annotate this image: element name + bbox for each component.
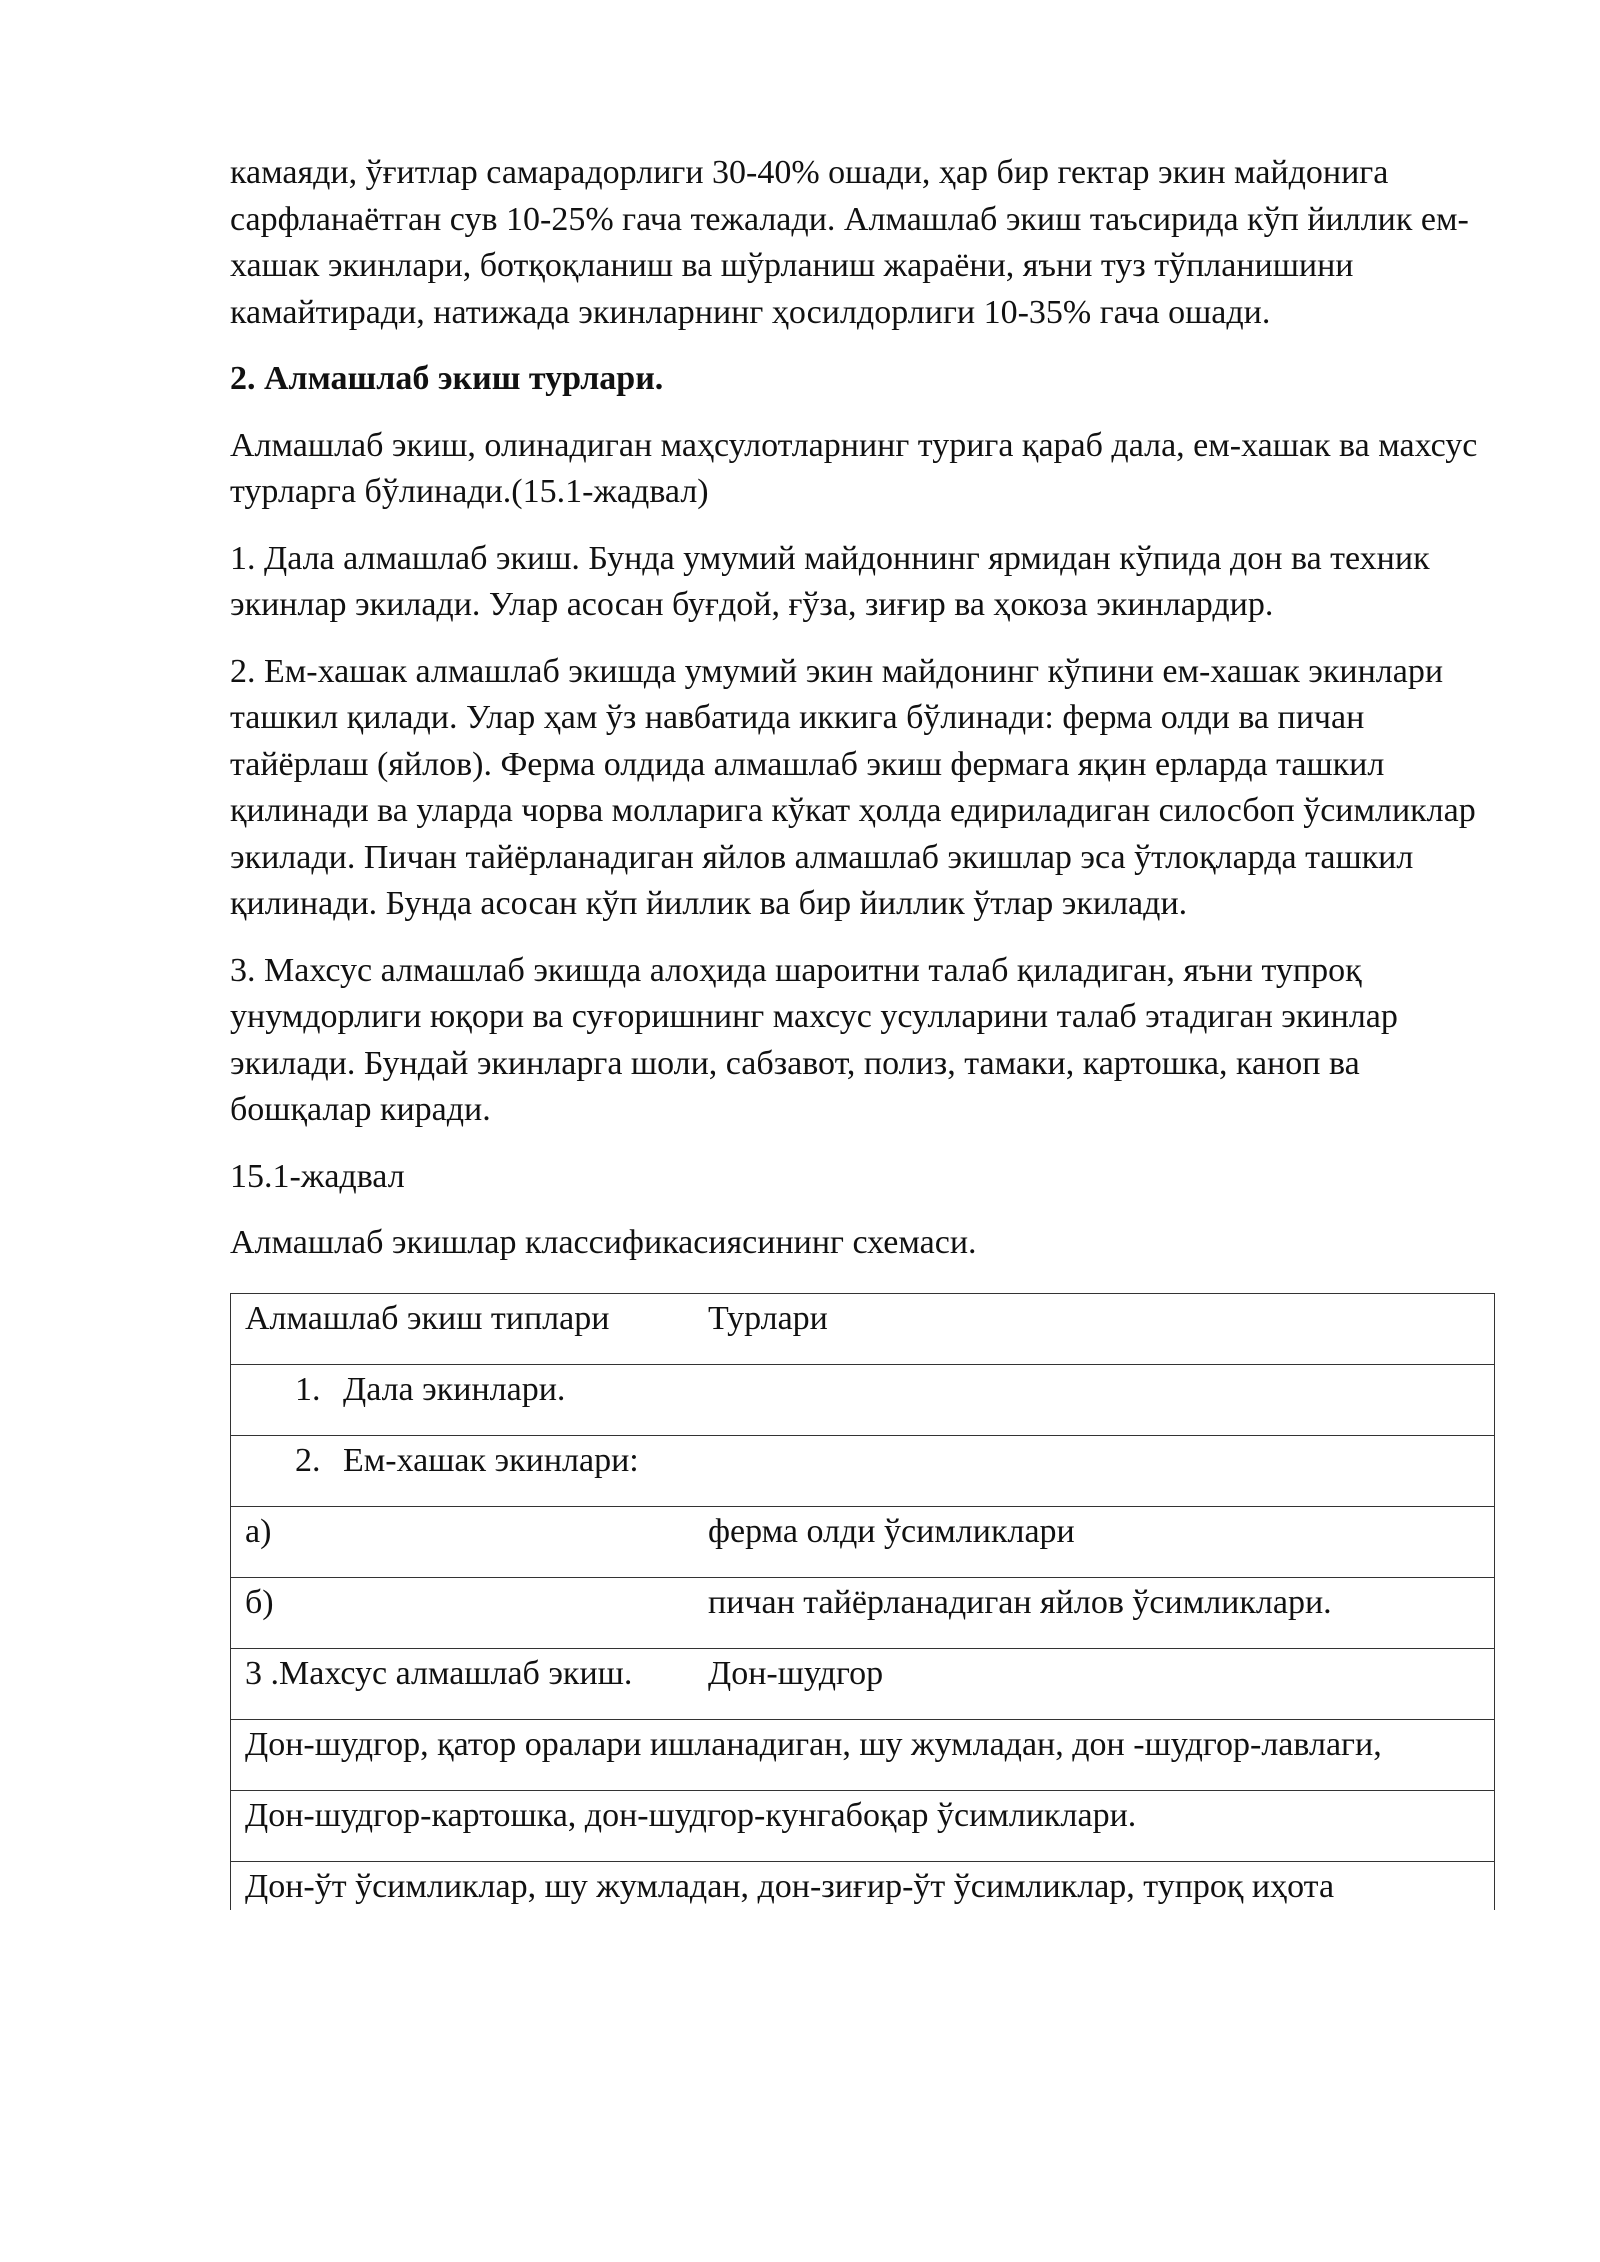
table-cell-full: Дон-ўт ўсимликлар, шу жумладан, дон-зиғир-ўт ўсимликлар, тупроқ иҳота bbox=[231, 1861, 1495, 1910]
section-heading: 2. Алмашлаб экиш турлари. bbox=[230, 360, 664, 397]
table-cell-full: Дон-шудгор, қатор оралари ишланадиган, шу жумладан, дон -шудгор-лавлаги, bbox=[231, 1719, 1495, 1790]
paragraph-forage-rotation: 2. Ем-хашак алмашлаб экишда умумий экин майдонинг кўпини ем-хашак экинлари ташкил қилади. Улар ҳам ўз навбатида иккига бўлинади: ферма олди ва пичан тайёрлаш (яйлов). Ферма олдида алмашлаб экиш фермага яқин ерларда ташкил қилинади ва уларда чорва молларига кўкат ҳолда едириладиган силосбоп ўсимликлар экилади. Пичан тайёрланадиган яйлов алмашлаб экишлар эса ўтлоқларда ташкил қилинади. Бунда асосан кўп йиллик ва бир йиллик ўтлар экилади. bbox=[230, 652, 1476, 922]
table-cell-label: а) bbox=[231, 1506, 695, 1577]
list-number: 2. bbox=[295, 1441, 321, 1479]
table-cell-label: б) bbox=[231, 1577, 695, 1648]
table-row bbox=[231, 1790, 1495, 1861]
table-row bbox=[231, 1648, 1495, 1719]
table-cell-value: пичан тайёрланадиган яйлов ўсимликлари. bbox=[694, 1577, 1495, 1648]
table-row bbox=[231, 1435, 1495, 1506]
table-row-forage-crops bbox=[231, 1435, 1495, 1506]
document-page bbox=[230, 150, 1495, 1910]
table-header-row bbox=[231, 1293, 1495, 1364]
table-row bbox=[231, 1719, 1495, 1790]
row-text: Ем-хашак экинлари: bbox=[343, 1441, 639, 1479]
table-row-field-crops bbox=[231, 1364, 1495, 1435]
table-row bbox=[231, 1364, 1495, 1435]
list-number: 1. bbox=[295, 1370, 321, 1408]
table-cell-value: ферма олди ўсимликлари bbox=[694, 1506, 1495, 1577]
table-caption: Алмашлаб экишлар классификасиясининг схемаси. bbox=[230, 1224, 977, 1261]
table-number: 15.1-жадвал bbox=[230, 1157, 405, 1195]
table-header-types: Алмашлаб экиш типлари bbox=[231, 1293, 695, 1364]
table-cell-label: 3 .Махсус алмашлаб экиш. bbox=[231, 1648, 695, 1719]
table-header-kinds: Турлари bbox=[694, 1293, 1495, 1364]
paragraph-field-rotation: 1. Дала алмашлаб экиш. Бунда умумий майдоннинг ярмидан кўпида дон ва техник экинлар экилади. Улар асосан буғдой, ғўза, зиғир ва ҳокоза экинлардир. bbox=[230, 539, 1430, 623]
paragraph-intro: камаяди, ўғитлар самарадорлиги 30-40% ошади, ҳар бир гектар экин майдонига сарфланаётган сув 10-25% гача тежалади. Алмашлаб экиш таъсирида кўп йиллик ем-хашак экинлари, ботқоқланиш ва шўрланиш жараёни, яъни туз тўпланишини камайтиради, натижада экинларнинг ҳосилдорлиги 10-35% гача ошади. bbox=[230, 154, 1469, 331]
table-cell-full: Дон-шудгор-картошка, дон-шудгор-кунгабоқар ўсимликлари. bbox=[231, 1790, 1495, 1861]
table-row bbox=[231, 1506, 1495, 1577]
paragraph-special-rotation: 3. Махсус алмашлаб экишда алоҳида шароитни талаб қиладиган, яъни тупроқ унумдорлиги юқори ва суғоришнинг махсус усулларини талаб этадиган экинлар экилади. Бундай экинларга шоли, сабзавот, полиз, тамаки, картошка, каноп ва бошқалар киради. bbox=[230, 951, 1398, 1128]
row-text: Дала экинлари. bbox=[343, 1370, 566, 1408]
table-cell-value: Дон-шудгор bbox=[694, 1648, 1495, 1719]
table-row bbox=[231, 1577, 1495, 1648]
paragraph-types-overview: Алмашлаб экиш, олинадиган маҳсулотларнинг турига қараб дала, ем-хашак ва махсус турларга бўлинади.(15.1-жадвал) bbox=[230, 426, 1478, 510]
table-row bbox=[231, 1861, 1495, 1910]
classification-table bbox=[230, 1293, 1495, 1910]
